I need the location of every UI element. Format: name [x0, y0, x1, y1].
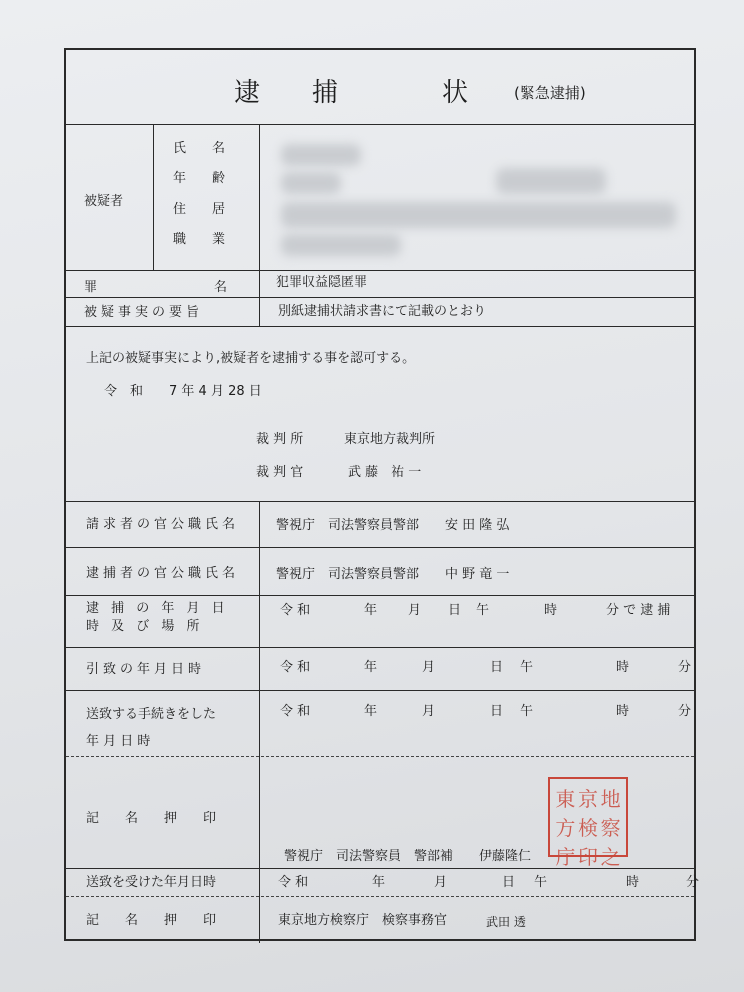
send-hour: 時	[616, 704, 630, 719]
received-minute: 分	[686, 875, 700, 890]
received-day: 日	[502, 875, 516, 890]
escort-day: 日	[490, 660, 504, 675]
received-datetime-label: 送致を受けた年月日時	[86, 875, 217, 890]
seal-char: 地	[600, 787, 621, 811]
redacted-address	[281, 202, 676, 228]
received-ampm: 午	[534, 875, 548, 890]
received-month: 月	[434, 875, 448, 890]
send-ampm: 午	[520, 704, 534, 719]
escort-month: 月	[422, 660, 436, 675]
judge-label: 裁 判 官	[256, 465, 304, 480]
seal-char: 之	[600, 845, 621, 869]
facts-value: 別紙逮捕状請求書にて記載のとおり	[278, 304, 487, 319]
arrest-warrant-form	[64, 48, 700, 941]
escort-datetime-label: 引致の年月日時	[86, 662, 206, 677]
suspect-label: 被疑者	[84, 194, 124, 209]
redacted-occupation	[281, 234, 401, 256]
divider	[66, 124, 694, 125]
authorization-date: 令 和 7 年 4 月 28 日	[104, 384, 262, 399]
send-month: 月	[422, 704, 436, 719]
form-title: 逮 捕 状	[234, 78, 469, 108]
crime-value: 犯罪収益隠匿罪	[276, 275, 368, 290]
suspect-address-label: 住 居	[173, 202, 226, 217]
escort-ampm: 午	[520, 660, 534, 675]
divider	[66, 595, 694, 596]
arrester-value: 警視庁 司法警察員警部 中 野 竜 一	[276, 567, 510, 582]
official-seal	[548, 777, 628, 869]
arrester-label: 逮捕者の官公職氏名	[86, 566, 240, 581]
seal-row2-label: 記 名 押 印	[86, 913, 217, 928]
received-era: 令 和	[278, 875, 309, 890]
escort-era: 令 和	[280, 660, 311, 675]
court-value: 東京地方裁判所	[344, 432, 436, 447]
send-minute: 分	[678, 704, 692, 719]
divider	[66, 690, 694, 691]
requester-value: 警視庁 司法警察員警部 安 田 隆 弘	[276, 518, 510, 533]
send-procedure-label-2: 年 月 日 時	[86, 734, 151, 749]
send-era: 令 和	[280, 704, 311, 719]
arrest-minute-suffix: 分 で 逮 捕	[606, 603, 671, 618]
redacted-detail	[496, 168, 606, 194]
court-label: 裁 判 所	[256, 432, 304, 447]
arrest-ampm: 午	[476, 603, 490, 618]
divider	[66, 756, 694, 757]
seal-char: 方	[555, 816, 576, 840]
arrest-day: 日	[448, 603, 462, 618]
send-procedure-label-1: 送致する手続きをした	[86, 707, 217, 722]
seal-row2-office: 東京地方検察庁 検察事務官	[278, 913, 448, 928]
seal-char: 東	[555, 787, 576, 811]
redacted-age	[281, 172, 341, 194]
suspect-age-label: 年 齢	[173, 171, 226, 186]
escort-minute: 分	[678, 660, 692, 675]
received-year: 年	[372, 875, 386, 890]
divider	[66, 270, 694, 271]
arrest-month: 月	[408, 603, 422, 618]
seal-char: 庁	[555, 845, 576, 869]
divider	[66, 647, 694, 648]
arrest-datetime-label-1: 逮 捕 の 年 月 日	[86, 601, 229, 616]
arrest-datetime-label-2: 時 及 び 場 所	[86, 619, 204, 634]
divider	[259, 501, 260, 943]
seal-char: 京	[577, 787, 598, 811]
escort-year: 年	[364, 660, 378, 675]
seal-char: 察	[600, 816, 621, 840]
received-hour: 時	[626, 875, 640, 890]
seal-char: 印	[577, 845, 598, 869]
authorization-statement: 上記の被疑事実により,被疑者を逮捕する事を認可する。	[86, 351, 416, 366]
redacted-name	[281, 144, 361, 166]
suspect-occupation-label: 職 業	[173, 232, 226, 247]
divider	[153, 124, 154, 270]
seal-row1-value: 警視庁 司法警察員 警部補 伊藤隆仁	[284, 849, 532, 864]
divider	[66, 896, 694, 897]
suspect-name-label: 氏 名	[173, 141, 226, 156]
form-subtitle: (緊急逮捕)	[514, 84, 586, 102]
send-day: 日	[490, 704, 504, 719]
arrest-year: 年	[364, 603, 378, 618]
crime-label: 罪 名	[84, 280, 228, 295]
divider	[66, 868, 694, 869]
divider	[66, 501, 694, 502]
arrest-era: 令 和	[280, 603, 311, 618]
seal-row1-label: 記 名 押 印	[86, 811, 217, 826]
divider	[66, 297, 694, 298]
divider	[259, 124, 260, 272]
arrest-hour: 時	[544, 603, 558, 618]
divider	[66, 326, 694, 327]
seal-char: 検	[577, 816, 598, 840]
requester-label: 請求者の官公職氏名	[86, 517, 240, 532]
facts-label: 被疑事実の要旨	[84, 305, 204, 320]
escort-hour: 時	[616, 660, 630, 675]
divider	[66, 547, 694, 548]
seal-row2-name: 武田 透	[486, 915, 526, 929]
divider	[259, 270, 260, 326]
send-year: 年	[364, 704, 378, 719]
judge-value: 武 藤 祐 一	[348, 465, 422, 480]
